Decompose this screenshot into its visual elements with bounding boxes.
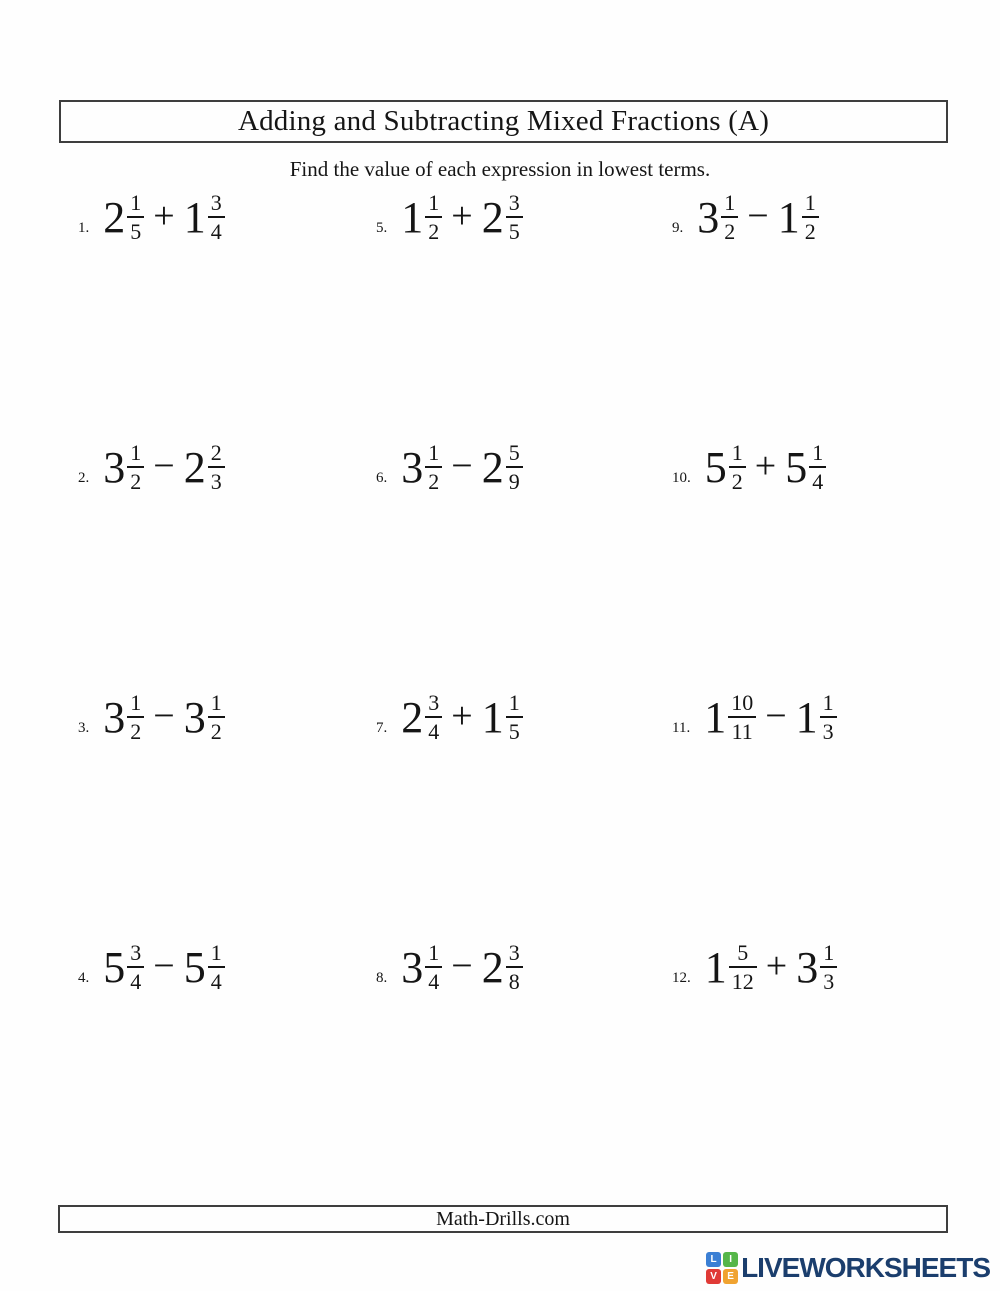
fraction-denominator: 2 <box>210 719 222 745</box>
problem-number: 1. <box>78 220 90 236</box>
mixed-number <box>183 440 225 497</box>
logo-tile-l: L <box>706 1252 721 1267</box>
fraction-numerator: 5 <box>729 942 757 968</box>
whole-number: 2 <box>401 693 424 742</box>
problem-8 <box>376 940 523 997</box>
fraction <box>425 442 442 493</box>
liveworksheets-icon <box>706 1252 738 1284</box>
fraction-denominator: 5 <box>508 219 520 245</box>
logo-tile-v: V <box>706 1269 721 1284</box>
fraction-numerator: 3 <box>208 192 225 218</box>
fraction-denominator: 5 <box>130 219 142 245</box>
fraction-denominator: 2 <box>130 469 142 495</box>
whole-number: 1 <box>704 693 727 742</box>
mixed-number <box>704 940 757 997</box>
footer-text: Math-Drills.com <box>436 1207 570 1230</box>
problem-9 <box>672 190 819 247</box>
fraction-numerator: 1 <box>127 442 144 468</box>
problem-10 <box>672 440 826 497</box>
liveworksheets-logo <box>706 1252 990 1284</box>
problem-number: 9. <box>672 220 684 236</box>
whole-number: 5 <box>183 943 206 992</box>
fraction <box>208 192 225 243</box>
fraction <box>506 192 523 243</box>
fraction-denominator: 2 <box>804 219 816 245</box>
mixed-number <box>401 690 442 747</box>
whole-number: 1 <box>183 193 206 242</box>
fraction <box>425 692 442 743</box>
fraction <box>820 692 837 743</box>
fraction-numerator: 1 <box>820 692 837 718</box>
fraction-denominator: 3 <box>210 469 222 495</box>
operator: − <box>451 945 473 987</box>
fraction-denominator: 4 <box>210 219 222 245</box>
fraction-numerator: 3 <box>127 942 144 968</box>
mixed-number <box>697 190 738 247</box>
footer-box <box>58 1205 948 1233</box>
fraction <box>506 942 523 993</box>
fraction <box>809 442 826 493</box>
problem-7 <box>376 690 523 747</box>
mixed-number <box>401 440 442 497</box>
mixed-number <box>481 690 523 747</box>
fraction-numerator: 1 <box>506 692 523 718</box>
fraction-numerator: 1 <box>425 192 442 218</box>
fraction-denominator: 11 <box>731 719 753 745</box>
fraction-numerator: 3 <box>506 942 523 968</box>
operator: + <box>451 695 473 737</box>
fraction <box>127 192 144 243</box>
mixed-number <box>183 940 225 997</box>
mixed-number <box>777 190 819 247</box>
fraction-numerator: 1 <box>425 942 442 968</box>
whole-number: 1 <box>401 193 424 242</box>
mixed-number <box>183 190 225 247</box>
fraction-numerator: 1 <box>127 692 144 718</box>
fraction <box>127 442 144 493</box>
fraction-numerator: 1 <box>802 192 819 218</box>
fraction <box>728 692 756 743</box>
fraction <box>208 942 225 993</box>
whole-number: 2 <box>103 193 126 242</box>
problem-number: 4. <box>78 970 90 986</box>
problem-number: 7. <box>376 720 388 736</box>
whole-number: 3 <box>796 943 819 992</box>
fraction-numerator: 3 <box>425 692 442 718</box>
problem-4 <box>78 940 225 997</box>
problem-number: 6. <box>376 470 388 486</box>
whole-number: 2 <box>481 443 504 492</box>
page-title: Adding and Subtracting Mixed Fractions (A) <box>237 105 770 137</box>
fraction-numerator: 2 <box>208 442 225 468</box>
fraction-denominator: 4 <box>210 969 222 995</box>
problem-number: 2. <box>78 470 90 486</box>
fraction-denominator: 2 <box>724 219 736 245</box>
title-box <box>59 100 948 143</box>
fraction <box>802 192 819 243</box>
fraction-numerator: 3 <box>506 192 523 218</box>
problem-11 <box>672 690 837 747</box>
fraction-denominator: 2 <box>428 219 440 245</box>
mixed-number <box>704 440 746 497</box>
whole-number: 2 <box>183 443 206 492</box>
operator: + <box>754 445 777 487</box>
whole-number: 3 <box>401 443 424 492</box>
fraction-numerator: 5 <box>506 442 523 468</box>
liveworksheets-wordmark: LIVEWORKSHEETS <box>741 1252 990 1283</box>
mixed-number <box>785 440 826 497</box>
fraction-denominator: 5 <box>508 719 520 745</box>
whole-number: 1 <box>777 193 800 242</box>
fraction-numerator: 1 <box>809 442 826 468</box>
whole-number: 3 <box>401 943 424 992</box>
whole-number: 2 <box>481 943 504 992</box>
problem-number: 12. <box>672 970 691 986</box>
mixed-number <box>401 190 442 247</box>
instructions-text: Find the value of each expression in lowest terms. <box>289 157 711 181</box>
fraction-denominator: 4 <box>812 469 824 495</box>
mixed-number <box>103 690 144 747</box>
fraction <box>506 692 523 743</box>
fraction-denominator: 3 <box>823 969 835 995</box>
operator: − <box>451 445 473 487</box>
fraction-denominator: 2 <box>428 469 440 495</box>
fraction-denominator: 2 <box>731 469 743 495</box>
problem-number: 8. <box>376 970 388 986</box>
problem-5 <box>376 190 523 247</box>
fraction <box>729 942 757 993</box>
mixed-number <box>183 690 225 747</box>
fraction <box>506 442 523 493</box>
problem-number: 5. <box>376 220 388 236</box>
mixed-number <box>401 940 442 997</box>
fraction <box>127 692 144 743</box>
fraction <box>729 442 746 493</box>
whole-number: 3 <box>697 193 720 242</box>
operator: − <box>153 695 175 737</box>
logo-tile-e: E <box>723 1269 738 1284</box>
fraction <box>425 942 442 993</box>
whole-number: 3 <box>103 693 126 742</box>
whole-number: 2 <box>481 193 504 242</box>
operator: − <box>765 695 787 737</box>
fraction <box>721 192 738 243</box>
mixed-number <box>795 690 837 747</box>
operator: + <box>765 945 788 987</box>
problem-number: 10. <box>672 470 691 486</box>
fraction-numerator: 1 <box>208 692 225 718</box>
fraction-numerator: 1 <box>721 192 738 218</box>
fraction-denominator: 3 <box>822 719 834 745</box>
whole-number: 1 <box>795 693 818 742</box>
fraction-denominator: 9 <box>508 469 520 495</box>
problem-number: 3. <box>78 720 90 736</box>
fraction-denominator: 8 <box>508 969 520 995</box>
problem-1 <box>78 190 225 247</box>
fraction-numerator: 1 <box>127 192 144 218</box>
fraction <box>208 692 225 743</box>
mixed-number <box>103 940 144 997</box>
problem-2 <box>78 440 225 497</box>
fraction-numerator: 1 <box>425 442 442 468</box>
fraction-denominator: 2 <box>130 719 142 745</box>
fraction-denominator: 12 <box>731 969 754 995</box>
fraction <box>127 942 144 993</box>
fraction-denominator: 4 <box>428 719 440 745</box>
fraction-numerator: 1 <box>208 942 225 968</box>
operator: − <box>747 195 769 237</box>
operator: − <box>153 945 175 987</box>
fraction <box>820 942 837 993</box>
fraction-denominator: 4 <box>428 969 440 995</box>
operator: − <box>153 445 175 487</box>
mixed-number <box>481 940 523 997</box>
problem-6 <box>376 440 523 497</box>
mixed-number <box>103 440 144 497</box>
whole-number: 5 <box>103 943 126 992</box>
fraction-numerator: 1 <box>820 942 837 968</box>
problem-3 <box>78 690 225 747</box>
problem-12 <box>672 940 837 997</box>
whole-number: 3 <box>103 443 126 492</box>
problem-number: 11. <box>672 720 691 736</box>
operator: + <box>153 195 175 237</box>
operator: + <box>451 195 473 237</box>
whole-number: 5 <box>704 443 727 492</box>
fraction-denominator: 4 <box>130 969 142 995</box>
mixed-number <box>796 940 837 997</box>
fraction <box>208 442 225 493</box>
mixed-number <box>481 440 523 497</box>
fraction <box>425 192 442 243</box>
whole-number: 5 <box>785 443 808 492</box>
mixed-number <box>704 690 756 747</box>
fraction-numerator: 10 <box>728 692 756 718</box>
whole-number: 3 <box>183 693 206 742</box>
fraction-numerator: 1 <box>729 442 746 468</box>
whole-number: 1 <box>704 943 727 992</box>
whole-number: 1 <box>481 693 504 742</box>
logo-tile-i: I <box>723 1252 738 1267</box>
mixed-number <box>481 190 523 247</box>
mixed-number <box>103 190 144 247</box>
